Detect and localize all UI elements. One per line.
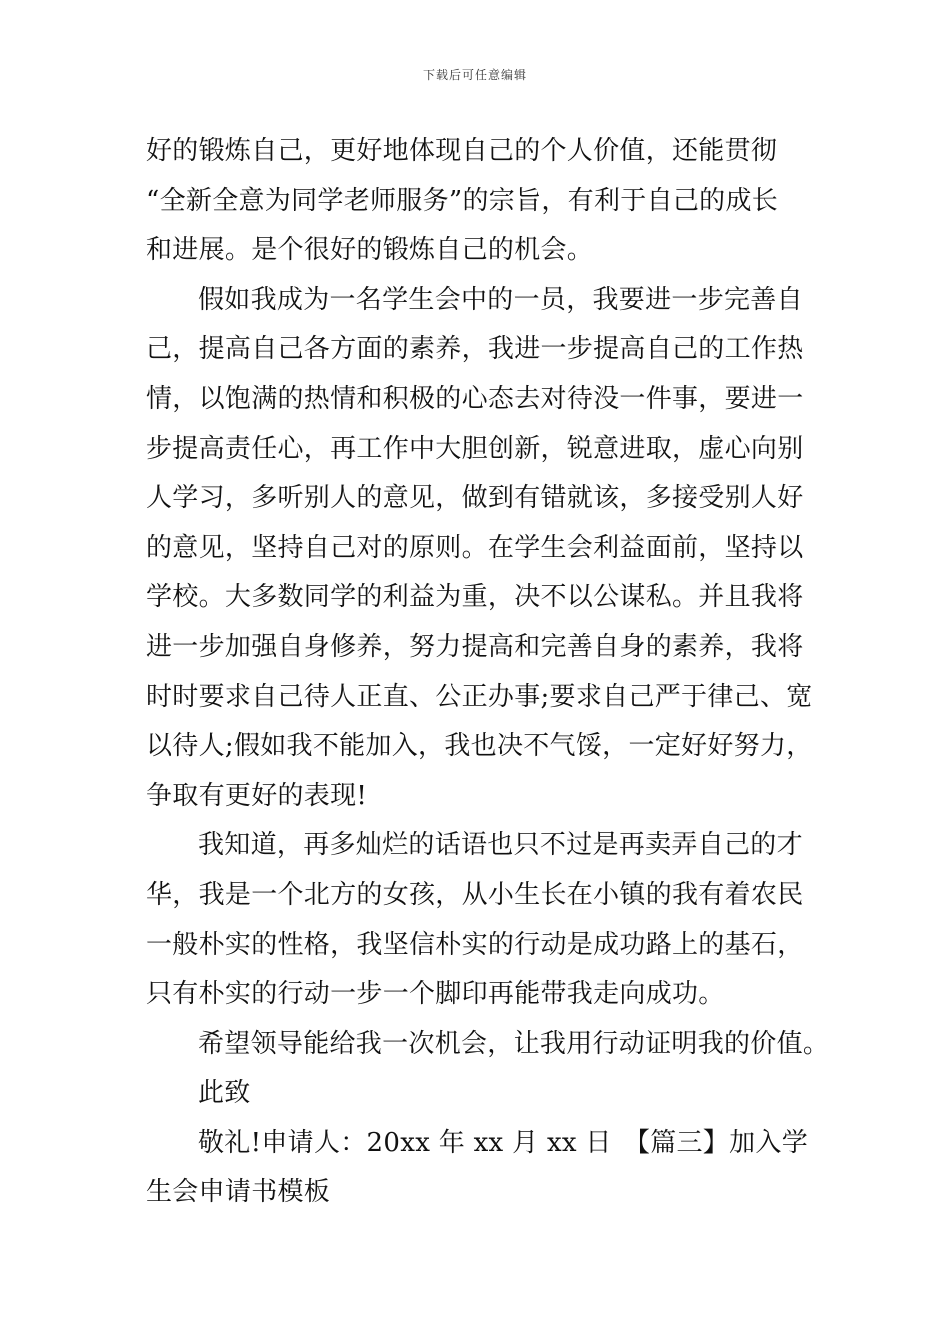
text-line: 人学习，多听别人的意见，做到有错就该，多接受别人好 [146,483,804,514]
signature-date: 敬礼!申请人：20xx 年 xx 月 xx 日 [198,1127,612,1158]
text-line: 华，我是一个北方的女孩，从小生长在小镇的我有着农民 [146,879,804,910]
paragraph-start-line: 假如我成为一名学生会中的一员，我要进一步完善自 [198,284,803,315]
text-line: 争取有更好的表现! [146,780,368,811]
text-line: 一般朴实的性格，我坚信朴实的行动是成功路上的基石， [146,929,804,960]
text-line: 的意见，坚持自己对的原则。在学生会利益面前，坚持以 [146,532,804,563]
text-line: 只有朴实的行动一步一个脚印再能带我走向成功。 [146,979,725,1010]
document-body [146,127,830,1218]
text-line: 步提高责任心，再工作中大胆创新，锐意进取，虚心向别 [146,433,804,464]
paragraph-start-line: 我知道，再多灿烂的话语也只不过是再卖弄自己的才 [198,830,803,861]
salutation-line: 此致 [198,1078,251,1109]
section-heading-end: 生会申请书模板 [146,1177,331,1208]
text-line: 好的锻炼自己，更好地体现自己的个人价值，还能贯彻 [146,136,778,166]
text-line: 情，以饱满的热情和积极的心态去对待没一件事，要进一 [146,383,804,414]
text-line: 时时要求自己待人正直、公正办事;要求自己严于律己、宽 [146,681,813,712]
paragraph-start-line: 希望领导能给我一次机会，让我用行动证明我的价值。 [198,1028,830,1059]
page-header: 下载后可任意编辑 [422,68,527,82]
text-line: 学校。大多数同学的利益为重，决不以公谋私。并且我将 [146,582,804,613]
text-line: 己，提高自己各方面的素养，我进一步提高自己的工作热 [146,334,804,365]
section-heading-start: 【篇三】加入学 [623,1127,808,1158]
text-line: 进一步加强自身修养，努力提高和完善自身的素养，我将 [146,631,804,662]
text-line: “全新全意为同学老师服务”的宗旨，有利于自己的成长 [146,185,779,216]
text-line: 和进展。是个很好的锻炼自己的机会。 [146,235,594,266]
text-line: 以待人;假如我不能加入，我也决不气馁，一定好好努力， [146,731,813,762]
closing-line [146,1119,808,1169]
